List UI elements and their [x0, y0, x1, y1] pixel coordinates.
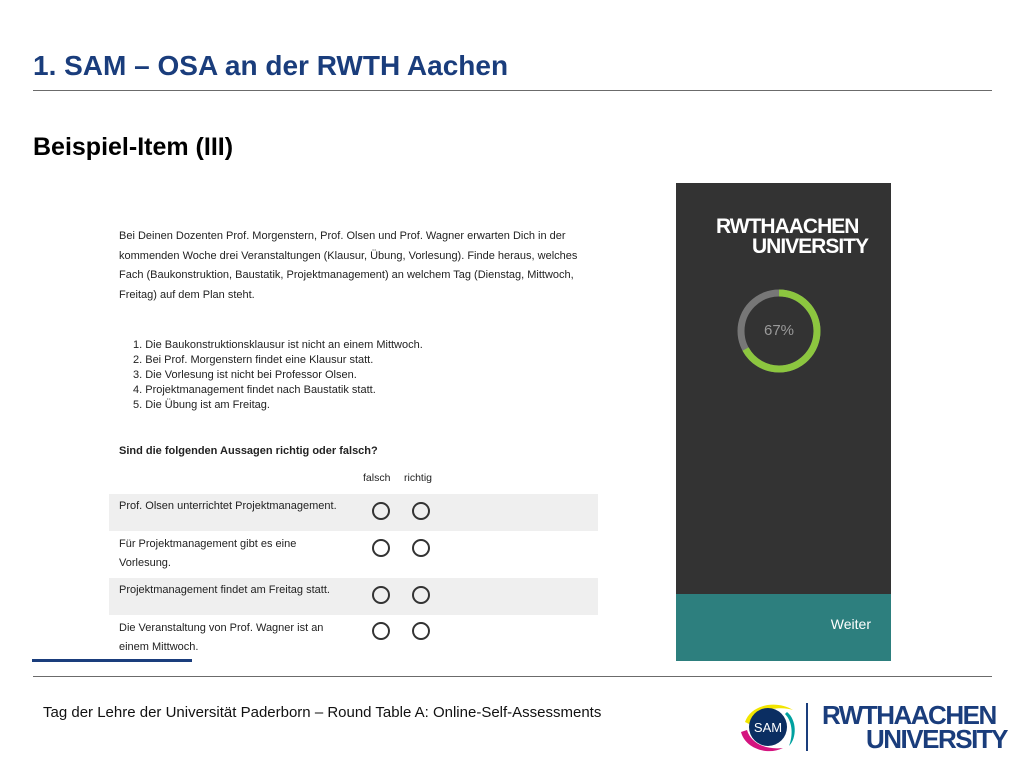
statement-row: [109, 494, 598, 531]
column-header-true: richtig: [404, 472, 433, 484]
clue-item: 3. Die Vorlesung ist nicht bei Professor Olsen.: [133, 369, 357, 381]
clue-item: 1. Die Baukonstruktionsklausur ist nicht an einem Mittwoch.: [133, 339, 423, 351]
radio-false[interactable]: [372, 502, 390, 520]
logo-separator: [806, 703, 808, 751]
clue-item: 4. Projektmanagement findet nach Baustatik statt.: [133, 384, 376, 396]
footer-text: Tag der Lehre der Universität Paderborn – Round Table A: Online-Self-Assessments: [43, 704, 602, 721]
column-header-false: falsch: [363, 472, 391, 484]
clue-item: 5. Die Übung ist am Freitag.: [133, 399, 270, 411]
osa-screenshot: [100, 183, 891, 661]
clue-list: [133, 338, 423, 413]
rwth-logo-line2: UNIVERSITY: [752, 235, 869, 258]
screenshot-scroll-indicator: [32, 659, 192, 662]
question-intro: Bei Deinen Dozenten Prof. Morgenstern, Prof. Olsen und Prof. Wagner erwarten Dich in der kommenden Woche drei Veranstaltungen (Klausur, Übung, Vorlesung). Finde heraus, welches Fach (Baukonstruktion, Baustatik, Projektmanagement) an welchem Tag (Dienstag, Mittwoch, Freitag) auf dem Plan steht.: [119, 230, 578, 301]
title-divider: [33, 90, 992, 91]
statement-label: Für Projektmanagement gibt es eine Vorlesung.: [119, 538, 297, 569]
rwth-logo-line1: RWTHAACHEN: [716, 215, 859, 238]
radio-true[interactable]: [412, 502, 430, 520]
slide-title: 1. SAM – OSA an der RWTH Aachen: [33, 50, 509, 81]
rwth-logo: [716, 217, 868, 257]
footer-rwth-logo: [822, 700, 1008, 754]
statement-row: [109, 578, 598, 615]
radio-true[interactable]: [412, 586, 430, 604]
next-button-label: Weiter: [830, 616, 871, 632]
statement-label: Projektmanagement findet am Freitag statt.: [119, 584, 330, 596]
radio-false[interactable]: [372, 622, 390, 640]
radio-true[interactable]: [412, 539, 430, 557]
statement-row: [109, 531, 598, 568]
progress-label: 67%: [763, 322, 795, 339]
statement-label: Prof. Olsen unterrichtet Projektmanagement.: [119, 500, 337, 512]
sam-logo-icon: [737, 698, 797, 756]
radio-false[interactable]: [372, 586, 390, 604]
footer-divider: [33, 676, 992, 677]
slide-subtitle: Beispiel-Item (III): [33, 133, 234, 161]
sam-logo-text: SAM: [753, 720, 783, 735]
statement-row: [109, 615, 598, 652]
next-button[interactable]: [676, 594, 891, 661]
statement-label: Die Veranstaltung von Prof. Wagner ist an einem Mittwoch.: [119, 622, 324, 653]
side-panel: [676, 183, 891, 661]
question-heading: Sind die folgenden Aussagen richtig oder falsch?: [119, 445, 378, 457]
radio-true[interactable]: [412, 622, 430, 640]
footer-rwth-line1: RWTHAACHEN: [822, 700, 996, 730]
radio-false[interactable]: [372, 539, 390, 557]
footer-rwth-line2: UNIVERSITY: [866, 724, 1008, 754]
clue-item: 2. Bei Prof. Morgenstern findet eine Klausur statt.: [133, 354, 374, 366]
